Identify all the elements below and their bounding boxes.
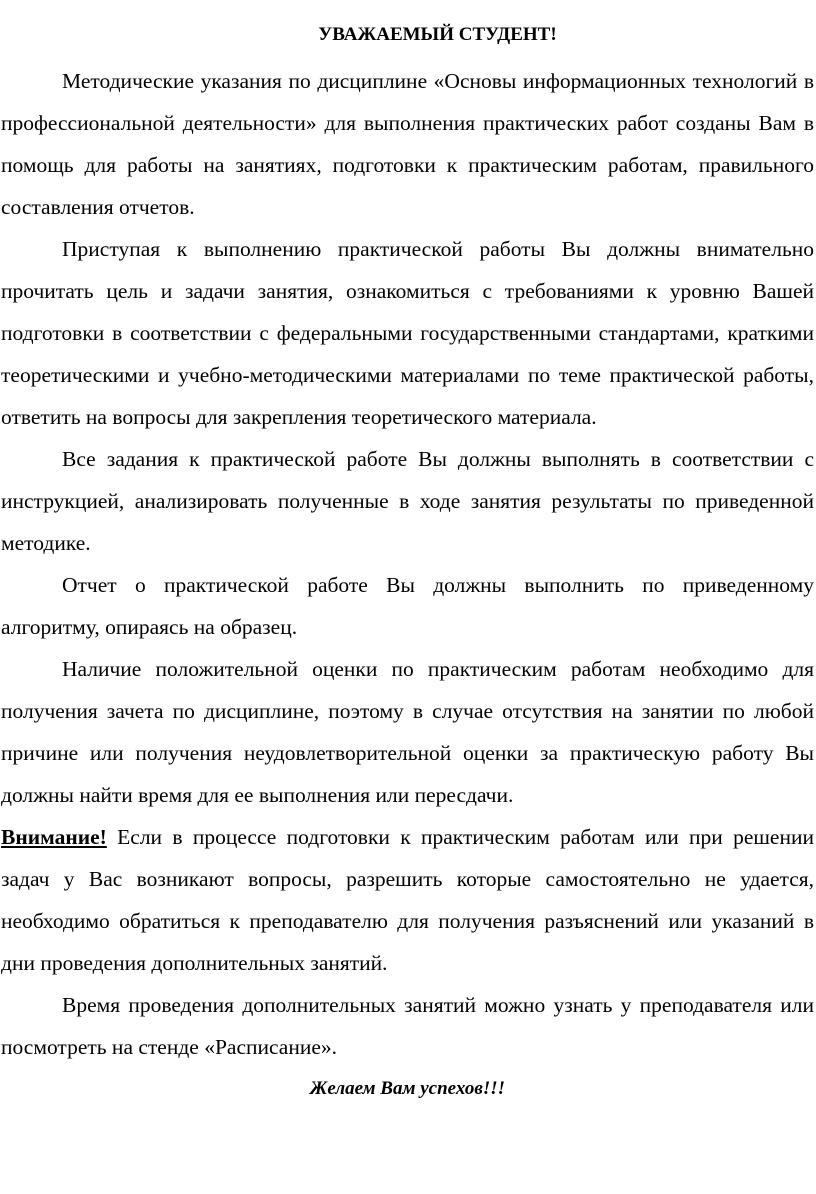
attention-text: Если в процессе подготовки к практическим работам или при решении задач у Вас возникают вопросы, разрешить которые самостоятельно не удается, необходимо обратиться к преподавателю для получения разъяснений или указаний в дни проведения дополнительных занятий.: [1, 825, 814, 975]
paragraph-tasks: Все задания к практической работе Вы должны выполнять в соответствии с инструкцией, анализировать полученные в ходе занятия результаты по приведенной методике.: [1, 447, 814, 555]
closing-wish: Желаем Вам успехов!!!: [309, 1078, 506, 1099]
paragraph-attention: [1, 816, 814, 984]
paragraph-preparation: Приступая к выполнению практической работы Вы должны внимательно прочитать цель и задачи занятия, ознакомиться с требованиями к уровню Вашей подготовки в соответствии с федеральными государственными стандартами, краткими теоретическими и учебно-методическими материалами по теме практической работы, ответить на вопросы для закрепления теоретического материала.: [1, 237, 814, 429]
attention-label: Внимание!: [1, 825, 107, 849]
page-title: УВАЖАЕМЫЙ СТУДЕНТ!: [318, 24, 557, 45]
paragraph-intro: Методические указания по дисциплине «Основы информационных технологий в профессиональной деятельности» для выполнения практических работ созданы Вам в помощь для работы на занятиях, подготовки к практическим работам, правильного составления отчетов.: [1, 69, 814, 219]
paragraph-report: Отчет о практической работе Вы должны выполнить по приведенному алгоритму, опираясь на образец.: [1, 573, 814, 639]
paragraph-grading: Наличие положительной оценки по практическим работам необходимо для получения зачета по дисциплине, поэтому в случае отсутствия на занятии по любой причине или получения неудовлетворительной оценки за практическую работу Вы должны найти время для ее выполнения или пересдачи.: [1, 657, 814, 807]
paragraph-schedule: Время проведения дополнительных занятий можно узнать у преподавателя или посмотреть на стенде «Расписание».: [1, 993, 814, 1059]
